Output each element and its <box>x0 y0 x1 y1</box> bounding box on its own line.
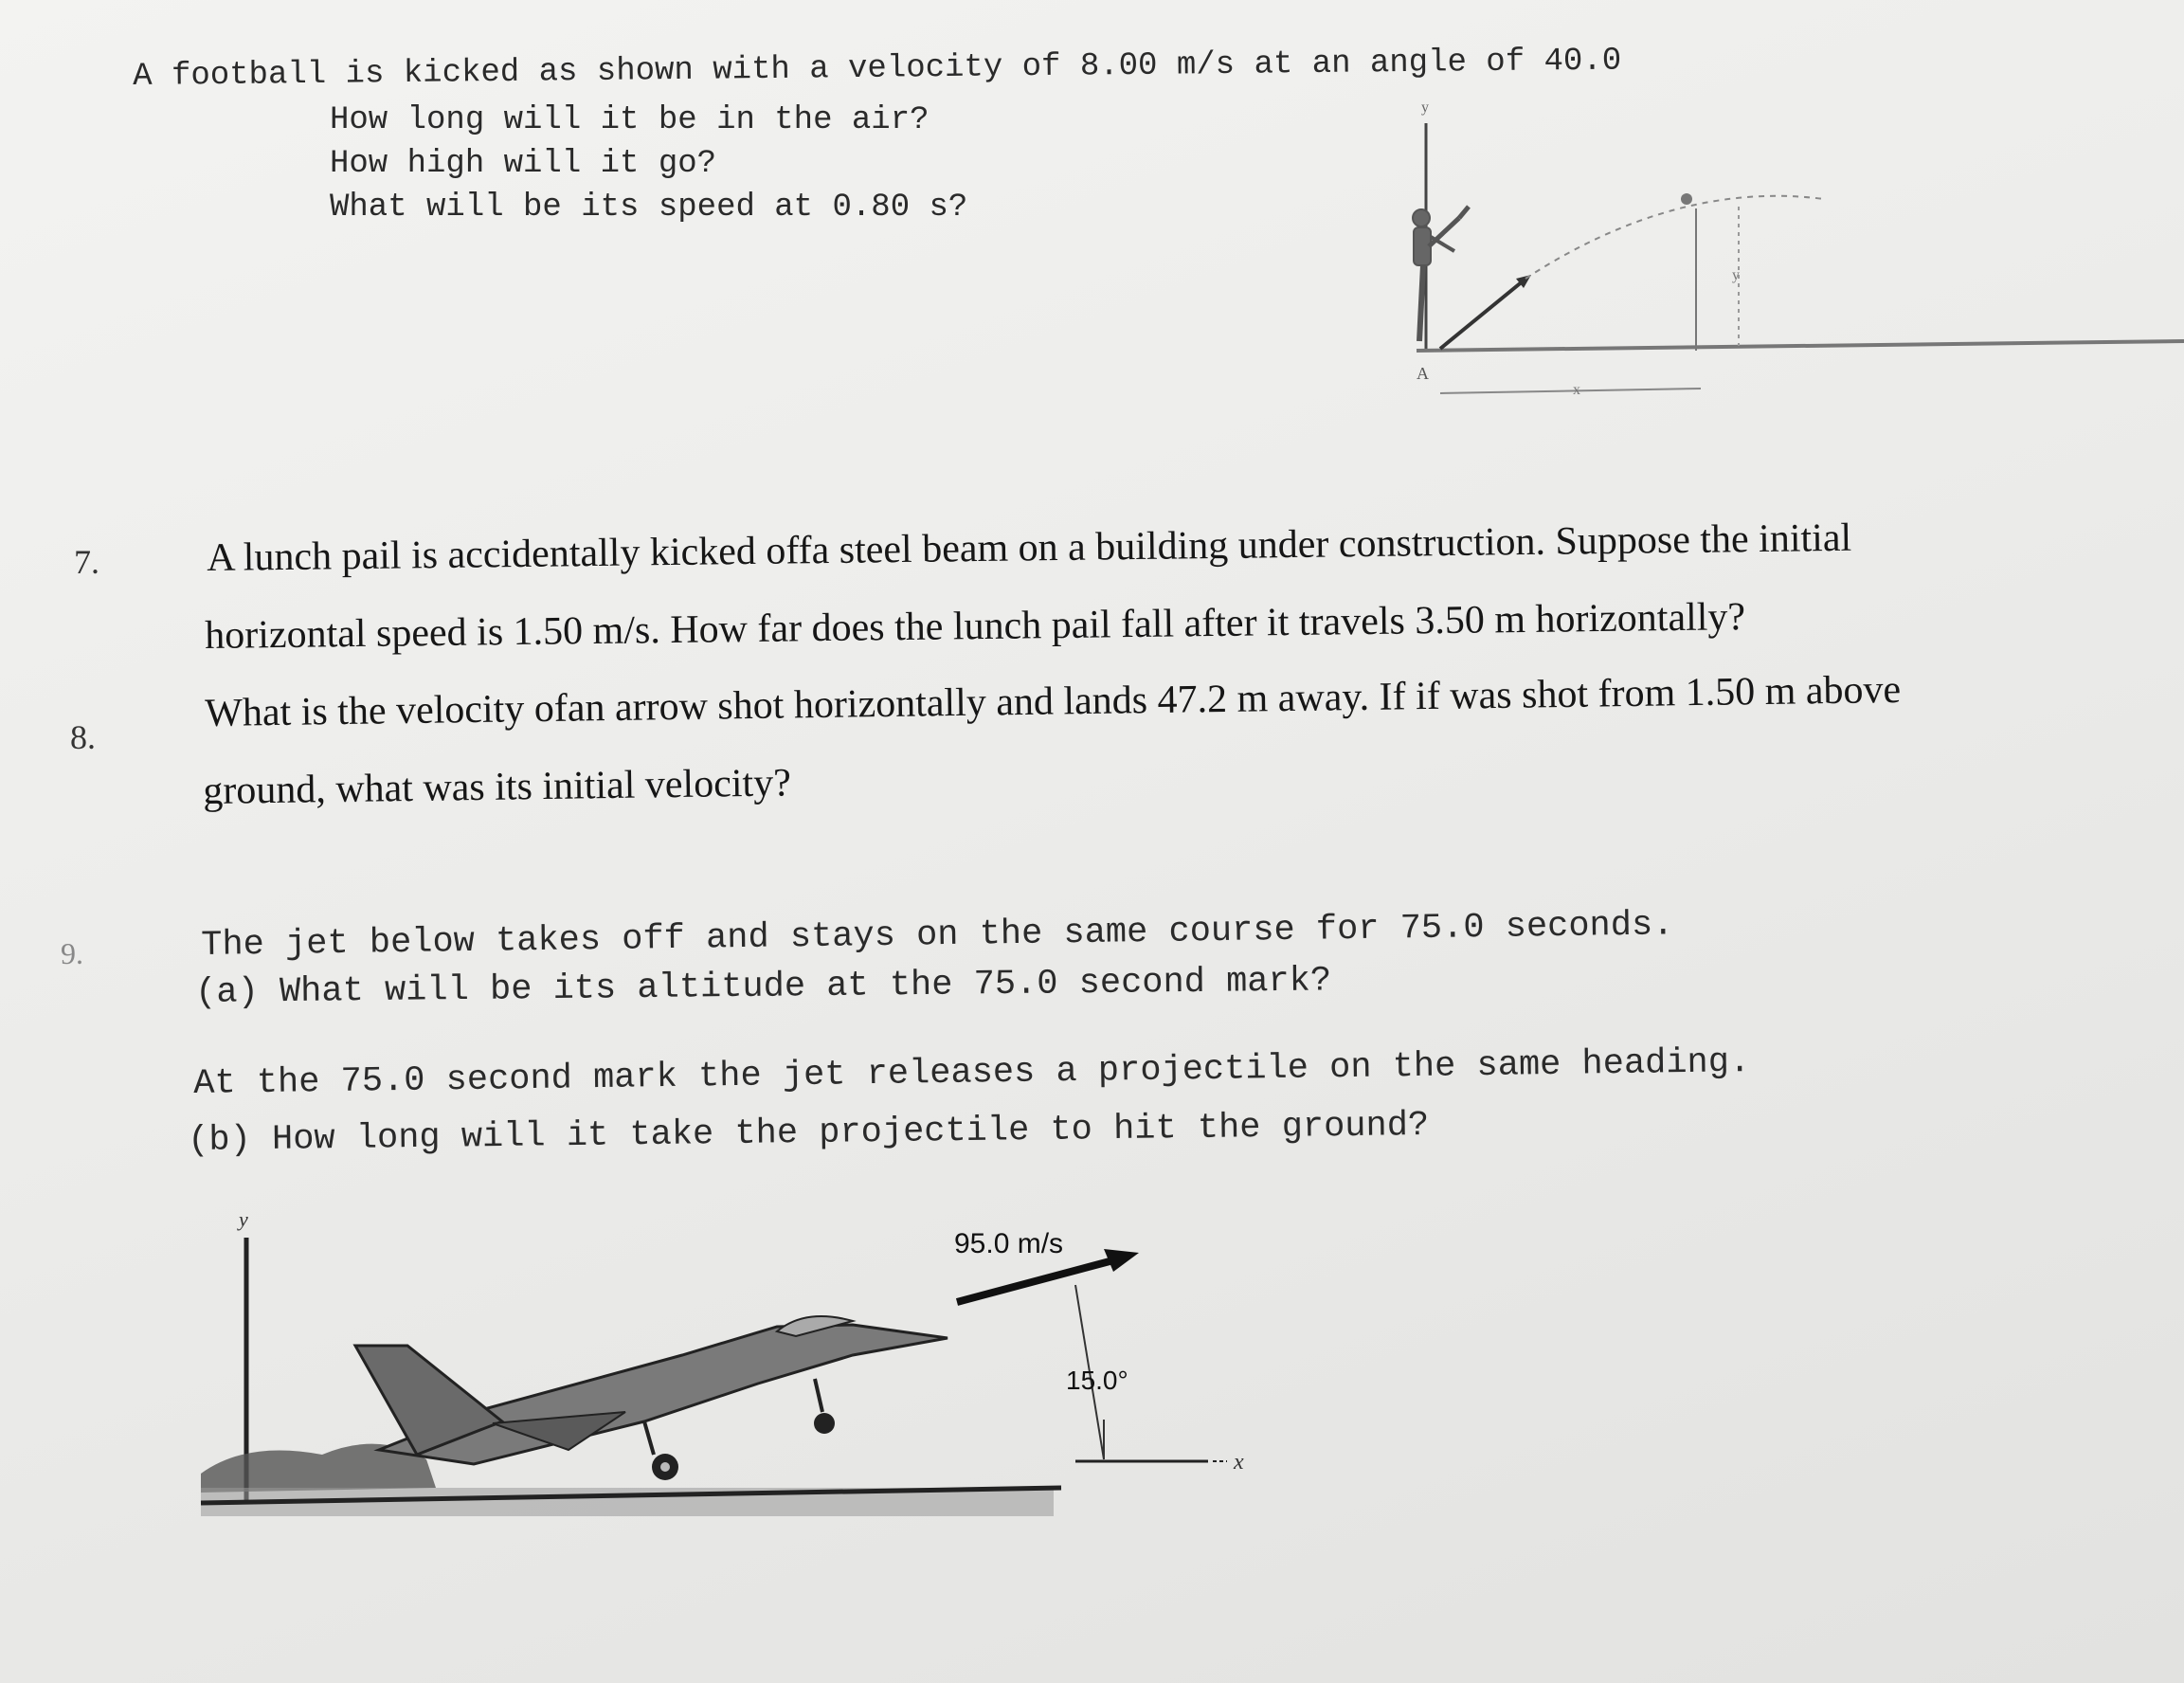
q9-part-b: (b) How long will it take the projectile to hit the ground? <box>187 1105 1430 1161</box>
jet-aircraft <box>355 1316 948 1480</box>
football-y-axis-label: y <box>1421 100 1429 116</box>
q6-part-1: How long will it be in the air? <box>330 102 930 138</box>
football-y-dim-label: y <box>1732 267 1740 283</box>
q6-part-3: What will be its speed at 0.80 s? <box>330 190 968 226</box>
jet-velocity-arrow <box>957 1260 1113 1302</box>
jet-speed-label: 95.0 m/s <box>954 1228 1064 1259</box>
football-x-dim-label: x <box>1573 382 1580 398</box>
q7-line-2: horizontal speed is 1.50 m/s. How far does the lunch pail fall after it travels 3.50 m horizontally? <box>204 595 1746 658</box>
q6-intro: A football is kicked as shown with a velocity of 8.00 m/s at an angle of 40.0 <box>132 43 1622 95</box>
jet-arrowhead <box>1104 1249 1139 1272</box>
q9-line-1: The jet below takes off and stays on the same course for 75.0 seconds. <box>200 905 1674 966</box>
jet-x-axis-label: x <box>1234 1450 1244 1475</box>
football-origin-label: A <box>1417 364 1429 383</box>
football-velocity-arrow <box>1440 280 1524 349</box>
jet-angle-label: 15.0° <box>1066 1366 1128 1395</box>
q8-line-1: What is the velocity ofan arrow shot horizontally and lands 47.2 m away. If if was shot from 1.50 m above <box>204 668 1902 735</box>
q8-number: 8. <box>70 718 96 756</box>
football-diagram <box>1364 95 2184 417</box>
q6-part-2: How high will it go? <box>330 146 717 182</box>
football-x-dim <box>1440 389 1701 393</box>
football-ball <box>1681 193 1692 205</box>
q8-line-2: ground, what was its initial velocity? <box>202 761 792 813</box>
q9-part-a: (a) What will be its altitude at the 75.0 second mark? <box>194 961 1332 1013</box>
q7-number: 7. <box>74 543 99 581</box>
jet-y-axis-label: y <box>239 1207 248 1231</box>
q7-line-1: A lunch pail is accidentally kicked offa steel beam on a building under construction. Suppose the initial <box>206 516 1852 580</box>
kicker-figure <box>1413 207 1469 341</box>
football-trajectory <box>1525 196 1824 279</box>
jet-diagram <box>190 1203 1270 1554</box>
q9-line-3: At the 75.0 second mark the jet releases a projectile on the same heading. <box>192 1042 1751 1104</box>
football-ground <box>1417 341 2184 351</box>
q9-number: 9. <box>61 936 83 970</box>
